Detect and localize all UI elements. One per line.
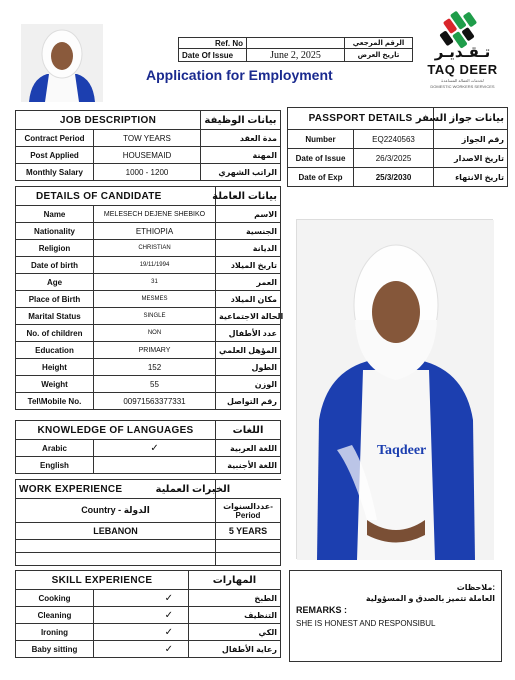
table-row: Nationality ETHIOPIA الجنسية: [16, 223, 281, 240]
work-title-en: WORK EXPERIENCE الخبرات العملية: [16, 480, 216, 499]
table-row: [16, 553, 281, 566]
candidate-title-ar: بيانات العاملة: [216, 187, 281, 206]
remarks-label: REMARKS :: [296, 605, 347, 615]
table-row: Number EQ2240563 رقم الجواز: [288, 130, 508, 149]
table-row: Religion CHRISTIAN الديانة: [16, 240, 281, 257]
languages-title-ar: اللغات: [216, 421, 281, 440]
languages-table: [15, 420, 281, 474]
table-row: Date of Exp 25/3/2030 تاريخ الانتهاء: [288, 168, 508, 187]
table-row: Education PRIMARY المؤهل العلمي: [16, 342, 281, 359]
table-row: Date of Issue 26/3/2025 تاريخ الاصدار: [288, 149, 508, 168]
table-row: No. of children NON عدد الأطفال: [16, 325, 281, 342]
logo-arabic-text: تـقـديـر: [434, 44, 491, 61]
ref-date-table: [178, 37, 413, 62]
candidate-details-table: [15, 186, 284, 410]
table-row: Cleaning ✓ التنظيف: [16, 607, 281, 624]
country-header: Country - الدولة: [16, 499, 216, 523]
job-description-table: [15, 110, 281, 181]
notes-text-ar: العاملة تتميز بالصدق و المسؤولية: [365, 594, 495, 603]
table-row: Name MELESECH DEJENE SHEBIKO الاسم: [16, 206, 281, 223]
applicant-photo-small: [21, 24, 103, 102]
ref-no-label: Ref. No: [179, 38, 247, 49]
skill-experience-table: [15, 570, 281, 658]
logo-mark-icon: [420, 10, 505, 70]
ref-no-ar: الرقم المرجعي: [345, 38, 413, 49]
skills-title-ar: المهارات: [189, 571, 281, 590]
remarks-box: [289, 570, 502, 662]
table-row: Cooking ✓ الطبخ: [16, 590, 281, 607]
table-row: Age 31 العمر: [16, 274, 281, 291]
logo-english-text: TAQ DEER: [427, 62, 498, 77]
table-row: Weight 55 الوزن: [16, 376, 281, 393]
apron-logo-text: Taqdeer: [377, 443, 427, 458]
passport-details-table: [287, 107, 508, 187]
period-header: عددالسنوات- Period: [216, 499, 281, 523]
table-row: Ironing ✓ الكي: [16, 624, 281, 641]
table-row: Place of Birth MESMES مكان الميلاد: [16, 291, 281, 308]
date-value: June 2, 2025: [247, 49, 345, 62]
job-title-ar: بيانات الوظيفة: [201, 111, 281, 130]
table-row: [16, 540, 281, 553]
table-row: English اللغة الأجنبية: [16, 457, 281, 474]
table-row: Arabic ✓ اللغة العربية: [16, 440, 281, 457]
date-label: Date Of Issue: [179, 49, 247, 62]
skills-title-en: SKILL EXPERIENCE: [16, 571, 189, 590]
taqdeer-logo: [420, 10, 505, 102]
table-row: Date of birth 19/11/1994 تاريخ الميلاد: [16, 257, 281, 274]
notes-label-ar: ملاحظات:: [456, 583, 495, 592]
table-row: Contract Period TOW YEARS مدة العقد: [16, 130, 281, 147]
passport-title-ar: بيانات جواز السفر: [434, 108, 508, 130]
table-row: Tel\Mobile No. 00971563377331 رقم التواصل: [16, 393, 281, 410]
logo-sub-english: DOMESTIC WORKERS SERVICES: [430, 84, 495, 89]
logo-sub-arabic: لخدمات العمالة المساعدة: [441, 78, 484, 83]
languages-title-en: KNOWLEDGE OF LANGUAGES: [16, 421, 216, 440]
date-ar: تاريخ العرض: [345, 49, 413, 62]
ref-no-value: [247, 38, 345, 49]
remarks-text: SHE IS HONEST AND RESPONSIBUL: [296, 619, 436, 628]
job-title-en: JOB DESCRIPTION: [16, 111, 201, 130]
table-row: LEBANON 5 YEARS: [16, 523, 281, 540]
applicant-photo-large: [296, 219, 493, 559]
passport-title-en: PASSPORT DETAILS: [288, 108, 434, 130]
table-row: Post Applied HOUSEMAID المهنة: [16, 147, 281, 164]
candidate-title-en: DETAILS OF CANDIDATE: [16, 187, 216, 206]
table-row: Monthly Salary 1000 - 1200 الراتب الشهري: [16, 164, 281, 181]
table-row: Height 152 الطول: [16, 359, 281, 376]
work-experience-table: [15, 479, 281, 566]
table-row: Marital Status SINGLE الحالة الاجتماعية: [16, 308, 281, 325]
page-title: Application for Employment: [146, 67, 333, 83]
table-row: Baby sitting ✓ رعاية الأطفال: [16, 641, 281, 658]
